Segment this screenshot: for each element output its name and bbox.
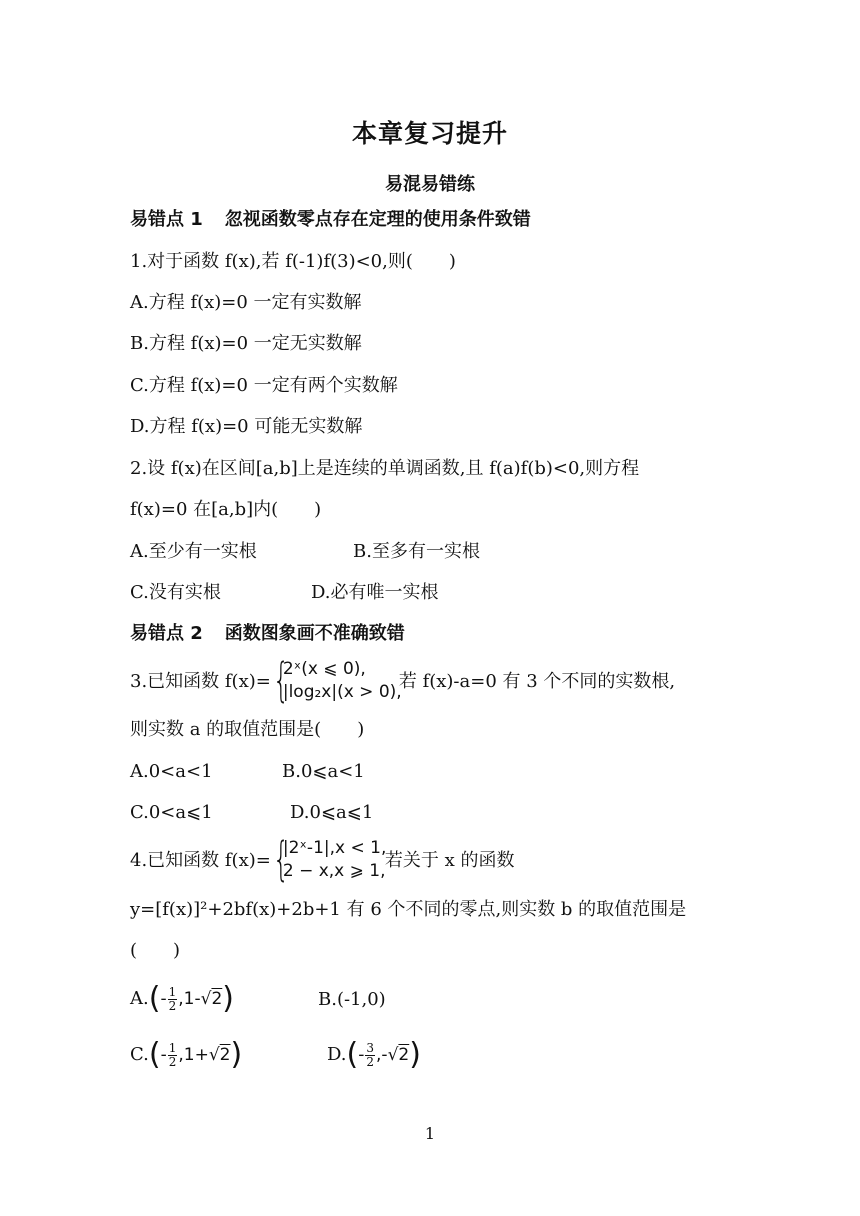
sqrt-symbol: √2 <box>200 989 223 1009</box>
q4-piecewise <box>272 832 387 886</box>
brace-icon: { <box>272 832 289 886</box>
q4-piece-2: 2 − x,x ⩾ 1, <box>282 861 386 881</box>
q3-option-a: A.0<a<1 <box>130 761 213 782</box>
section-label: 易错点 2 <box>130 623 203 644</box>
q4-stem-line2: y=[f(x)]²+2bf(x)+2b+1 有 6 个不同的零点,则实数 b 的取值范围是 <box>130 899 687 920</box>
section-label: 易错点 1 <box>130 209 203 230</box>
fraction: $\frac{1}{2}$ <box>168 1040 177 1069</box>
section-text: 函数图象画不准确致错 <box>224 623 405 644</box>
q3-prefix: 3.已知函数 f(x)= <box>130 671 271 692</box>
q1-stem: 1.对于函数 f(x),若 f(-1)f(3)<0,则( ) <box>130 251 456 272</box>
q4-stem-line1 <box>130 832 515 886</box>
q1-option-c: C.方程 f(x)=0 一定有两个实数解 <box>130 375 398 396</box>
q3-piece-1: 2ˣ(x ⩽ 0), <box>282 659 366 679</box>
fraction: $\frac{1}{2}$ <box>168 984 177 1013</box>
q2-option-a: A.至少有一实根 <box>130 541 257 562</box>
q2-option-b: B.至多有一实根 <box>353 541 480 562</box>
q1-option-a: A.方程 f(x)=0 一定有实数解 <box>130 292 362 313</box>
q3-piece-2: |log₂x|(x > 0), <box>282 682 402 702</box>
page-number: 1 <box>424 1124 436 1143</box>
q4-option-d: D.(- $\frac{3}{2}$ ,-√2) <box>327 1037 421 1072</box>
q4-option-b: B.(-1,0) <box>318 989 386 1010</box>
brace-icon: { <box>272 653 289 707</box>
q4-prefix: 4.已知函数 f(x)= <box>130 850 271 871</box>
q4-piece-1: |2ˣ-1|,x < 1, <box>282 838 387 858</box>
q3-stem-line1 <box>130 653 676 707</box>
section-heading-2 <box>130 622 405 646</box>
q4-suffix: 若关于 x 的函数 <box>384 850 515 871</box>
q3-option-b: B.0⩽a<1 <box>282 761 365 782</box>
q2-option-c: C.没有实根 <box>130 582 221 603</box>
section-heading-1 <box>130 208 531 232</box>
q2-option-d: D.必有唯一实根 <box>311 582 439 603</box>
q2-stem-line1: 2.设 f(x)在区间[a,b]上是连续的单调函数,且 f(a)f(b)<0,则方程 <box>130 458 640 479</box>
page-subtitle: 易混易错练 <box>385 174 475 195</box>
sqrt-symbol: √2 <box>208 1045 231 1065</box>
sqrt-symbol: √2 <box>387 1045 410 1065</box>
q4-option-a: A.(- $\frac{1}{2}$ ,1-√2) <box>130 981 234 1016</box>
q1-option-b: B.方程 f(x)=0 一定无实数解 <box>130 333 362 354</box>
page-title: 本章复习提升 <box>351 119 508 148</box>
q4-stem-line3: ( ) <box>130 940 181 961</box>
q1-option-d: D.方程 f(x)=0 可能无实数解 <box>130 416 363 437</box>
fraction: $\frac{3}{2}$ <box>366 1040 375 1069</box>
section-text: 忽视函数零点存在定理的使用条件致错 <box>224 209 531 230</box>
q2-stem-line2: f(x)=0 在[a,b]内( ) <box>130 499 322 520</box>
q3-option-c: C.0<a⩽1 <box>130 802 213 823</box>
q4-option-c: C.(- $\frac{1}{2}$ ,1+√2) <box>130 1037 243 1072</box>
q3-option-d: D.0⩽a⩽1 <box>290 802 374 823</box>
q3-suffix: 若 f(x)-a=0 有 3 个不同的实数根, <box>398 671 676 692</box>
q3-stem-line2: 则实数 a 的取值范围是( ) <box>130 719 365 740</box>
q3-piecewise <box>272 653 402 707</box>
